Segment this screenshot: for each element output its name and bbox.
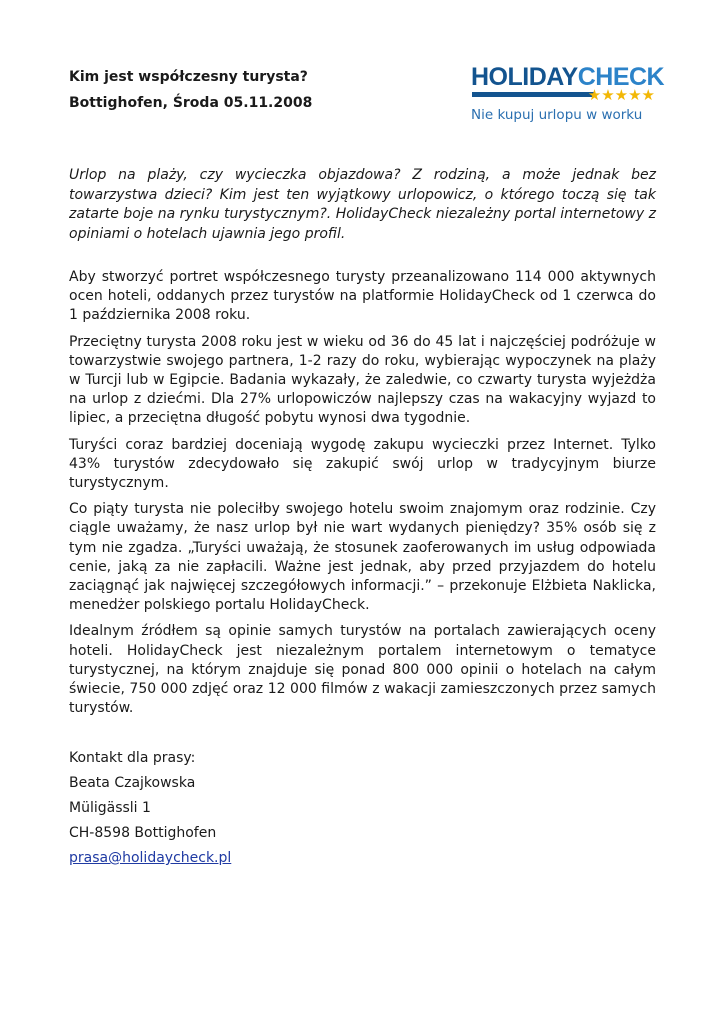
logo-word-check: CHECK xyxy=(577,63,665,91)
body-paragraph: Co piąty turysta nie poleciłby swojego hotelu swoim znajomym oraz rodzinie. Czy ciągle uważamy, że nasz urlop był nie wart wydanych pieniędzy? 35% osób się z tym nie zgadza. „Turyści uważają, że stosunek zaoferowanych im usług odpowiada cenie, jaką za nie zapłacili. Ważne jest jednak, aby przed przyjazdem do hotelu zaciągnąć jak najwięcej szczegółowych informacji.” – przekonuje Elżbieta Naklicka, menedżer polskiego portalu HolidayCheck. xyxy=(69,501,656,614)
contact-email-link[interactable]: prasa@holidaycheck.pl xyxy=(69,850,232,866)
press-release-page xyxy=(69,0,665,1024)
body-paragraph: Aby stworzyć portret współczesnego turysty przeanalizowano 114 000 aktywnych ocen hoteli, oddanych przez turystów na platformie HolidayCheck od 1 czerwca do 1 października 2008 roku. xyxy=(69,269,656,324)
contact-street: Müligässli 1 xyxy=(69,800,151,816)
dateline: Bottighofen, Środa 05.11.2008 xyxy=(69,95,313,111)
contact-city: CH-8598 Bottighofen xyxy=(69,825,217,841)
logo-stars-icon: ★★★★★ xyxy=(587,86,655,104)
body-paragraph: Turyści coraz bardziej doceniają wygodę zakupu wycieczki przez Internet. Tylko 43% turystów zdecydowało się zakupić swój urlop w tradycyjnym biurze turystycznym. xyxy=(69,436,656,492)
article-body xyxy=(69,268,656,725)
body-paragraph: Przeciętny turysta 2008 roku jest w wieku od 36 do 45 lat i najczęściej podróżuje w towarzystwie swojego partnera, 1-2 razy do roku, wybierając wypoczynek na plaży w Turcji lub w Egipcie. Badania wykazały, że zaledwie, co czwarty turysta wyjeżdża na urlop z dziećmi. Dla 27% urlopowiczów najlepszy czas na wakacyjny wyjazd to lipiec, a przeciętna długość pobytu wynosi dwa tygodnie. xyxy=(69,333,656,427)
logo-slogan: Nie kupuj urlopu w worku xyxy=(471,107,643,123)
body-paragraph: Idealnym źródłem są opinie samych turystów na portalach zawierających oceny hoteli. HolidayCheck jest niezależnym portalem internetowym o tematyce turystycznej, na którym znajduje się ponad 800 000 opinii o hotelach na całym świecie, 750 000 zdjęć oraz 12 000 filmów z wakacji zamieszczonych przez samych turystów. xyxy=(69,623,656,717)
lead-paragraph: Urlop na plaży, czy wycieczka objazdowa? Z rodziną, a może jednak bez towarzystwa dzieci? Kim jest ten wyjątkowy urlopowicz, o którego toczą się tak zatarte boje na rynku turystycznym?. HolidayCheck niezależny portal internetowy z opiniami o hotelach ujawnia jego profil. xyxy=(69,167,656,242)
press-contact xyxy=(69,749,656,874)
logo-underline-bar xyxy=(472,92,595,97)
contact-heading: Kontakt dla prasy: xyxy=(69,750,196,766)
logo-word-holiday: HOLIDAY xyxy=(471,63,578,91)
contact-name: Beata Czajkowska xyxy=(69,775,196,791)
document-title: Kim jest współczesny turysta? xyxy=(69,69,308,85)
holidaycheck-logo xyxy=(469,63,665,126)
